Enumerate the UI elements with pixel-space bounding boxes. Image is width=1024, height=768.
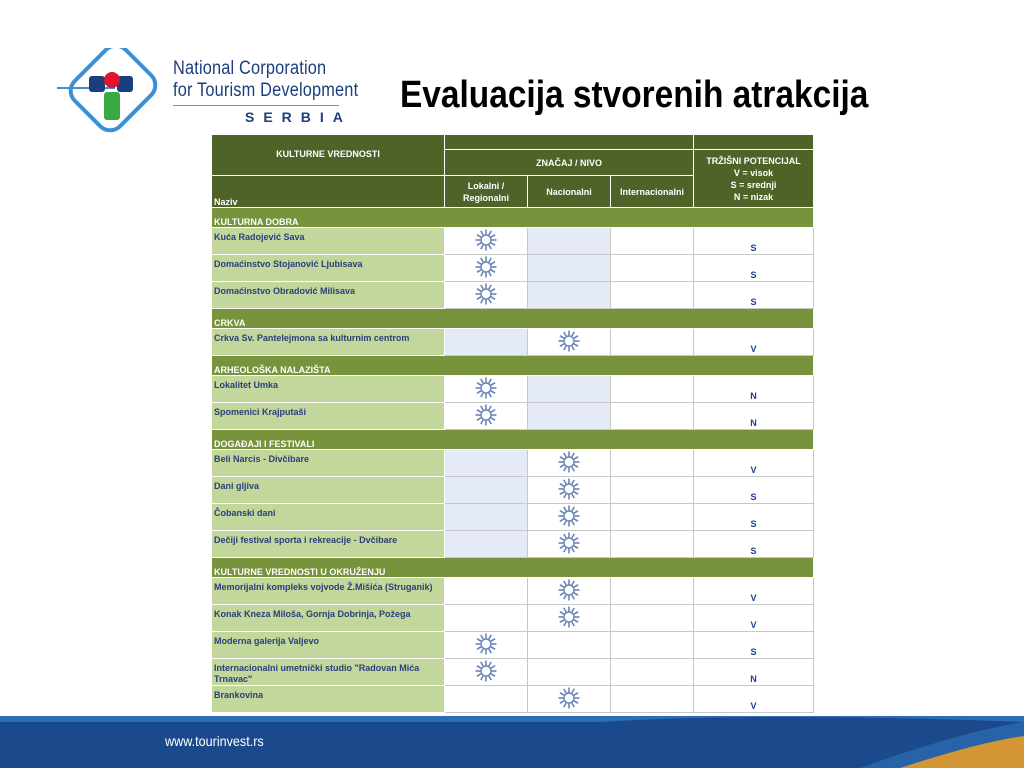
sun-icon <box>557 578 581 602</box>
level-cell-national <box>528 686 611 713</box>
level-cell-national <box>528 504 611 531</box>
level-cell-international <box>611 450 694 477</box>
level-cell-international <box>611 504 694 531</box>
table-row <box>212 228 814 255</box>
table-row <box>212 376 814 403</box>
attraction-name: Konak Kneza Miloša, Gornja Dobrinja, Požega <box>212 605 445 632</box>
category-row: ARHEOLOŠKA NALAZIŠTA <box>212 356 814 376</box>
attraction-name: Lokalitet Umka <box>212 376 445 403</box>
table-row <box>212 504 814 531</box>
table-row <box>212 403 814 430</box>
market-potential-value: S <box>694 477 814 504</box>
level-cell-international <box>611 228 694 255</box>
level-cell-international <box>611 605 694 632</box>
level-cell-international <box>611 403 694 430</box>
level-cell-international <box>611 531 694 558</box>
table-row <box>212 282 814 309</box>
attraction-name: Domaćinstvo Obradović Milisava <box>212 282 445 309</box>
header-blank <box>445 135 694 150</box>
level-cell-local <box>445 403 528 430</box>
sun-icon <box>557 605 581 629</box>
level-cell-local <box>445 605 528 632</box>
sun-icon <box>557 477 581 501</box>
attraction-name: Memorijalni kompleks vojvode Ž.Mišića (Struganik) <box>212 578 445 605</box>
table-row <box>212 578 814 605</box>
sun-icon <box>474 403 498 427</box>
category-row: DOGAĐAJI I FESTIVALI <box>212 430 814 450</box>
attraction-name: Domaćinstvo Stojanović Ljubisava <box>212 255 445 282</box>
slide-title: Evaluacija stvorenih atrakcija <box>400 74 869 116</box>
header-national: Nacionalni <box>528 176 611 208</box>
header-potential-line: V = visok <box>733 167 774 178</box>
attraction-name: Internacionalni umetnički studio "Radovan Mića Trnavac" <box>212 659 445 686</box>
header-level: ZNAČAJ / NIVO <box>445 150 694 176</box>
header-potential-line: N = nizak <box>733 191 774 202</box>
market-potential-value: V <box>694 578 814 605</box>
level-cell-international <box>611 329 694 356</box>
table-row <box>212 477 814 504</box>
level-cell-national <box>528 228 611 255</box>
table-row <box>212 659 814 686</box>
level-cell-international <box>611 376 694 403</box>
level-cell-national <box>528 659 611 686</box>
footer-band <box>0 712 1024 768</box>
header-blank-right <box>694 135 814 150</box>
header-cultural-values: KULTURNE VREDNOSTI <box>212 135 445 176</box>
level-cell-local <box>445 531 528 558</box>
market-potential-value: S <box>694 632 814 659</box>
logo-divider <box>173 105 339 106</box>
market-potential-value: S <box>694 282 814 309</box>
ntos-logo <box>55 48 359 140</box>
sun-icon <box>557 531 581 555</box>
level-cell-national <box>528 632 611 659</box>
level-cell-international <box>611 659 694 686</box>
logo-line-2: for Tourism Development <box>173 80 359 101</box>
level-cell-national <box>528 329 611 356</box>
attraction-name: Dani gljiva <box>212 477 445 504</box>
attraction-name: Kuća Radojević Sava <box>212 228 445 255</box>
ntos-cross-logo-icon <box>55 48 167 140</box>
table-row <box>212 632 814 659</box>
level-cell-local <box>445 659 528 686</box>
level-cell-local <box>445 450 528 477</box>
level-cell-local <box>445 477 528 504</box>
header-name: Naziv <box>212 176 445 208</box>
table-row <box>212 686 814 713</box>
level-cell-local <box>445 255 528 282</box>
level-cell-national <box>528 282 611 309</box>
header-potential-line: TRŽIŠNI POTENCIJAL <box>706 155 801 166</box>
market-potential-value: V <box>694 450 814 477</box>
logo-wordmark <box>173 58 388 102</box>
header-potential-line: S = srednji <box>730 179 777 190</box>
level-cell-local <box>445 376 528 403</box>
level-cell-national <box>528 605 611 632</box>
level-cell-local <box>445 578 528 605</box>
market-potential-value: N <box>694 659 814 686</box>
table-row <box>212 605 814 632</box>
attraction-name: Spomenici Krajputaši <box>212 403 445 430</box>
level-cell-international <box>611 578 694 605</box>
attraction-name: Moderna galerija Valjevo <box>212 632 445 659</box>
table-row <box>212 450 814 477</box>
category-row: KULTURNA DOBRA <box>212 208 814 228</box>
category-row: CRKVA <box>212 309 814 329</box>
attractions-table <box>211 134 814 713</box>
market-potential-value: V <box>694 686 814 713</box>
category-row: KULTURNE VREDNOSTI U OKRUŽENJU <box>212 558 814 578</box>
table-row <box>212 329 814 356</box>
attraction-name: Beli Narcis - Divčibare <box>212 450 445 477</box>
market-potential-value: S <box>694 228 814 255</box>
market-potential-value: S <box>694 255 814 282</box>
level-cell-national <box>528 578 611 605</box>
level-cell-local <box>445 282 528 309</box>
market-potential-value: N <box>694 403 814 430</box>
level-cell-local <box>445 329 528 356</box>
sun-icon <box>557 504 581 528</box>
level-cell-international <box>611 282 694 309</box>
sun-icon <box>557 686 581 710</box>
market-potential-value: V <box>694 329 814 356</box>
sun-icon <box>474 282 498 306</box>
market-potential-value: S <box>694 504 814 531</box>
level-cell-international <box>611 632 694 659</box>
level-cell-local <box>445 228 528 255</box>
level-cell-local <box>445 632 528 659</box>
sun-icon <box>474 376 498 400</box>
sun-icon <box>557 450 581 474</box>
level-cell-local <box>445 504 528 531</box>
table-row <box>212 531 814 558</box>
level-cell-national <box>528 376 611 403</box>
level-cell-national <box>528 531 611 558</box>
sun-icon <box>474 255 498 279</box>
logo-line-1: National Corporation <box>173 58 327 79</box>
market-potential-value: S <box>694 531 814 558</box>
attraction-name: Brankovina <box>212 686 445 713</box>
level-cell-international <box>611 686 694 713</box>
level-cell-national <box>528 450 611 477</box>
sun-icon <box>557 329 581 353</box>
table-row <box>212 255 814 282</box>
sun-icon <box>474 228 498 252</box>
market-potential-value: N <box>694 376 814 403</box>
sun-icon <box>474 659 498 683</box>
level-cell-international <box>611 255 694 282</box>
header-market-potential <box>694 150 814 208</box>
market-potential-value: V <box>694 605 814 632</box>
level-cell-national <box>528 477 611 504</box>
header-local-regional: Lokalni / Regionalni <box>445 176 528 208</box>
level-cell-local <box>445 686 528 713</box>
attraction-name: Crkva Sv. Pantelejmona sa kulturnim centrom <box>212 329 445 356</box>
attraction-name: Dečiji festival sporta i rekreacije - Dvčibare <box>212 531 445 558</box>
level-cell-national <box>528 255 611 282</box>
sun-icon <box>474 632 498 656</box>
footer-url: www.tourinvest.rs <box>165 733 264 749</box>
header-international: Internacionalni <box>611 176 694 208</box>
attraction-name: Čobanski dani <box>212 504 445 531</box>
level-cell-national <box>528 403 611 430</box>
logo-country: SERBIA <box>245 109 352 125</box>
level-cell-international <box>611 477 694 504</box>
